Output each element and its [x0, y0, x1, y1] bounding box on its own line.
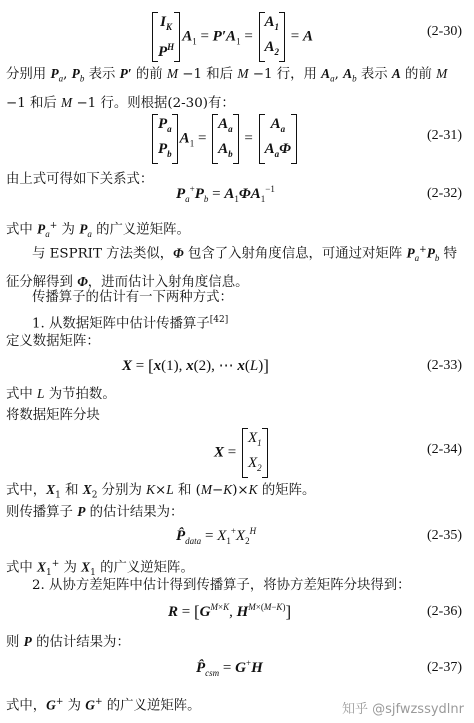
- paragraph-8: 式中 L 为节拍数。: [6, 386, 116, 402]
- equation-2-30-number: (2-30): [427, 24, 462, 39]
- equation-2-33-body: X = [x(1), x(2), ⋯ x(L)]: [122, 356, 269, 375]
- equation-2-37-body: $P̂_{csm} = G^+H$: [196, 658, 263, 678]
- paragraph-10: 式中，$X_1$ 和 $X_2$ 分别为 K×L 和 (M−K)×K 的矩阵。: [6, 482, 316, 501]
- equation-2-32-body: $P_a^+P_b = A_1\Phi A_1^{-1}$: [176, 184, 275, 204]
- equation-2-36-body: $R = [G^{M\times K}$, $H^{M\times(M-K)}$]: [168, 602, 292, 621]
- equation-2-34-body: X = $X_1$ $X_2$: [214, 428, 270, 478]
- paragraph-1: 分别用 $P_a$, $P_b$ 表示 P′ 的前 M −1 和后 M −1 行，用 $A_a$, $A_b$ 表示 A 的前 M −1 和后 M −1 行。则根据(2-30)有：: [6, 66, 448, 111]
- paragraph-6: 1. 从数据矩阵中估计传播算子[42]: [32, 315, 229, 332]
- equation-2-37: [0, 652, 474, 688]
- paragraph-15: 式中，G+ 为 G+ 的广义逆矩阵。: [6, 697, 201, 714]
- equation-2-31-body: $P_a$ $P_b$ $A_1$ = $A_a$ $A_b$ = $A_a$ $A_a\Phi$: [150, 114, 299, 164]
- paragraph-3: 式中 $P_a^+$ 为 $P_a$ 的广义逆矩阵。: [6, 221, 190, 240]
- equation-2-31-number: (2-31): [427, 128, 462, 143]
- equation-2-35: [0, 520, 474, 556]
- paragraph-12: 式中 $X_1^+$ 为 $X_1$ 的广义逆矩阵。: [6, 559, 194, 579]
- equation-2-32-number: (2-32): [427, 186, 462, 201]
- equation-2-32: [0, 178, 474, 214]
- paragraph-13: 2. 从协方差矩阵中估计得到传播算子，将协方差矩阵分块得到：: [32, 578, 411, 593]
- equation-2-35-body: $P̂_{data} = X_1^+X_2^H$: [176, 526, 257, 546]
- paragraph-9: 将数据矩阵分块: [6, 408, 100, 423]
- equation-2-30-body: $I_K$ $P^H$ $A_1 = P'A_1$ = $A_1$ $A_2$ = A: [150, 12, 313, 62]
- equation-2-35-number: (2-35): [427, 528, 462, 543]
- paragraph-2: 由上式可得如下关系式：: [6, 172, 154, 187]
- equation-2-33-number: (2-33): [427, 358, 462, 373]
- equation-2-36: [0, 596, 474, 630]
- paragraph-7: 定义数据矩阵：: [6, 334, 100, 349]
- watermark: 知乎 @sjfwzssydlnr: [341, 702, 464, 717]
- equation-2-36-number: (2-36): [427, 604, 462, 619]
- paragraph-5: 传播算子的估计有一下两种方式：: [32, 290, 233, 305]
- equation-2-30: [0, 6, 474, 58]
- equation-2-31: [0, 110, 474, 162]
- paragraph-14: 则 P 的估计结果为：: [6, 634, 130, 650]
- equation-2-34-number: (2-34): [427, 442, 462, 457]
- equation-2-37-number: (2-37): [427, 660, 462, 675]
- equation-2-33: [0, 350, 474, 384]
- paragraph-11: 则传播算子 P 的估计结果为：: [6, 504, 184, 520]
- paragraph-4: 与 ESPRIT 方法类似，Φ 包含了入射角度信息，可通过对矩阵 $P_a^+P_b$ 特征分解得到 Φ，进而估计入射角度信息。: [6, 245, 458, 291]
- equation-2-34: [0, 424, 474, 474]
